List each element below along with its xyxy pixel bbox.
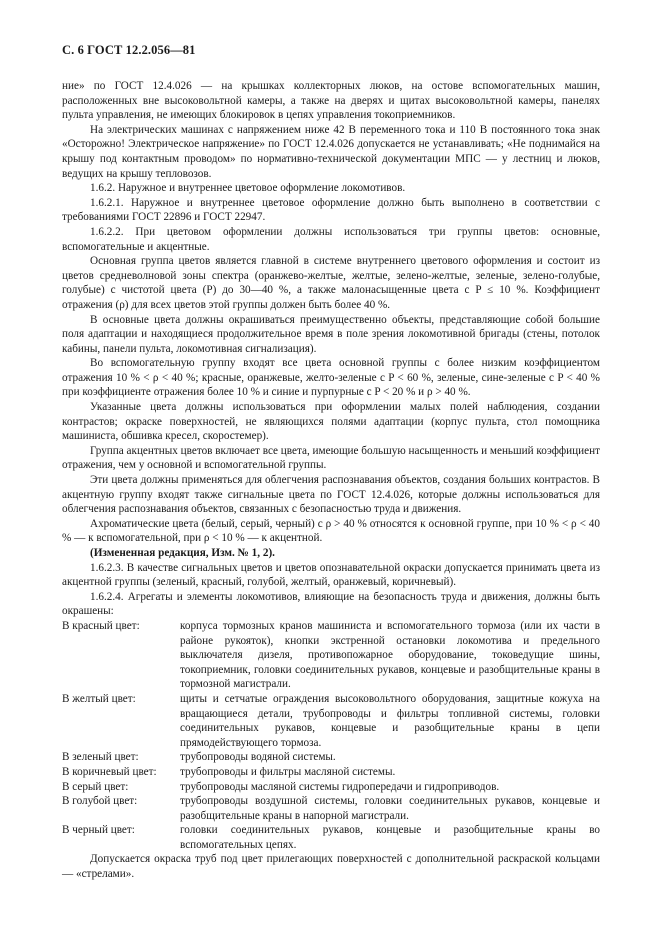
paragraph: 1.6.2.2. При цветовом оформлении должны использоваться три группы цветов: основные, вспомогательные и акцентные. [62,225,600,253]
paragraph: Группа акцентных цветов включает все цвета, имеющие большую насыщенность и меньший коэффициент отражения, чем у основной и вспомогательной группы. [62,444,600,472]
color-label: В черный цвет: [62,824,135,837]
color-desc: трубопроводы водяной системы. [180,751,336,764]
color-label: В красный цвет: [62,619,140,632]
paragraph: 1.6.2.1. Наружное и внутреннее цветовое оформление должно быть выполнено в соответствии с требованиями ГОСТ 22896 и ГОСТ 22947. [62,196,600,224]
paragraph: Эти цвета должны применяться для облегчения распознавания объектов, создания больших контрастов. В акцентную группу входят также сигнальные цвета по ГОСТ 12.4.026, которые должны использоваться для облегчения распознавания объектов, связанных с безопасностью труда и движения. [62,474,600,516]
color-label: В зеленый цвет: [62,751,139,764]
color-row [62,780,600,795]
paragraph: Допускается окраска труб под цвет прилегающих поверхностей с дополнительной раскраской кольцами — «стрелами». [62,853,600,881]
color-row [62,794,600,823]
color-row [62,823,600,852]
paragraph: В основные цвета должны окрашиваться преимущественно объекты, представляющие собой большие поля адаптации и находящиеся продолжительное время в поле зрения локомотивной бригады (стены, потолок кабины, панели пульта, локомотивная сигнализация). [62,313,600,355]
paragraph: Указанные цвета должны использоваться при оформлении малых полей наблюдения, создании контрастов; окраске поверхностей, не являющихся полями адаптации (корпус пульта, стол помощника машиниста, обшивка кресел, скоростемер). [62,401,600,443]
color-desc: корпуса тормозных кранов машиниста и вспомогательного тормоза (или их части в районе рукояток), кнопки экстренной остановки локомотива и предельного выключателя дизеля, противопожарное оборудование, токоведущие шины, токоприемник, головки соединительных рукавов, концевые и разобщительные краны в тормозной магистрали. [180,619,600,691]
document-body [62,79,600,882]
color-desc: щиты и сетчатые ограждения высоковольтного оборудования, защитные кожуха на вращающиеся детали, трубопроводы и фильтры топливной системы, головки соединительных рукавов, концевые и разобщительные краны в цепи прямодействующего тормоза. [180,692,600,749]
color-desc: трубопроводы масляной системы гидропередачи и гидроприводов. [180,780,500,793]
paragraph: Ахроматические цвета (белый, серый, черный) с ρ > 40 % относятся к основной группе, при 10 % < ρ < 40 % — к вспомогательной, при ρ < 10 % — к акцентной. [62,517,600,545]
color-desc: трубопроводы воздушной системы, головки соединительных рукавов, концевые и разобщительные краны в напорной магистрали. [180,795,600,822]
color-label: В коричневый цвет: [62,765,157,778]
color-row [62,692,600,750]
color-label: В серый цвет: [62,780,129,793]
color-label: В желтый цвет: [62,692,136,705]
paragraph: Во вспомогательную группу входят все цвета основной группы с более низким коэффициентом отражения 10 % < ρ < 40 %; красные, оранжевые, желто-зеленые с P < 60 %, зеленые, сине-зеленые с P < 40 % при коэффициенте отражения более 10 % и синие и пурпурные с P < 20 % и ρ > 40 %. [62,357,600,399]
color-row [62,750,600,765]
color-label: В голубой цвет: [62,795,138,808]
page-header: С. 6 ГОСТ 12.2.056—81 [62,43,196,57]
revision-note: (Измененная редакция, Изм. № 1, 2). [90,547,275,559]
paragraph: Основная группа цветов является главной в системе внутреннего цветового оформления и состоит из цветов средневолновой зоны спектра (оранжево-желтые, желтые, зелено-желтые, зеленые, зелено-голубые, голубые) с чистотой цвета (P) до 30—40 %, а также малонасыщенные цвета с P ≤ 10 %. Коэффициент отражения (ρ) для всех цветов этой группы должен быть более 40 %. [62,255,600,311]
paragraph: 1.6.2.4. Агрегаты и элементы локомотивов, влияющие на безопасность труда и движения, должны быть окрашены: [62,590,600,618]
color-table [62,619,600,853]
paragraph: На электрических машинах с напряжением ниже 42 В переменного тока и 110 В постоянного тока знак «Осторожно! Электрическое напряжение» по ГОСТ 12.4.026 допускается не устанавливать; «Не поднимайся на крышу под контактным проводом» по нормативно-технической документации МПС — у лестниц и люков, ведущих на крышу тепловозов. [62,123,600,180]
color-row [62,765,600,780]
color-desc: трубопроводы и фильтры масляной системы. [180,765,396,778]
section-heading: 1.6.2. Наружное и внутреннее цветовое оформление локомотивов. [90,182,406,195]
paragraph: ние» по ГОСТ 12.4.026 — на крышках коллекторных люков, на остове вспомогательных машин, расположенных вне высоковольтной камеры, а также на дверях и щитах высоковольтной камеры, панелях пульта управления, не имеющих блокировок в цепях управления токоприемников. [62,80,600,122]
paragraph: 1.6.2.3. В качестве сигнальных цветов и цветов опознавательной окраски допускается принимать цвета из акцентной группы (зеленый, красный, голубой, желтый, оранжевый, коричневый). [62,561,600,589]
color-desc: головки соединительных рукавов, концевые и разобщительные краны во вспомогательных цепях. [180,824,600,851]
color-row [62,619,600,692]
